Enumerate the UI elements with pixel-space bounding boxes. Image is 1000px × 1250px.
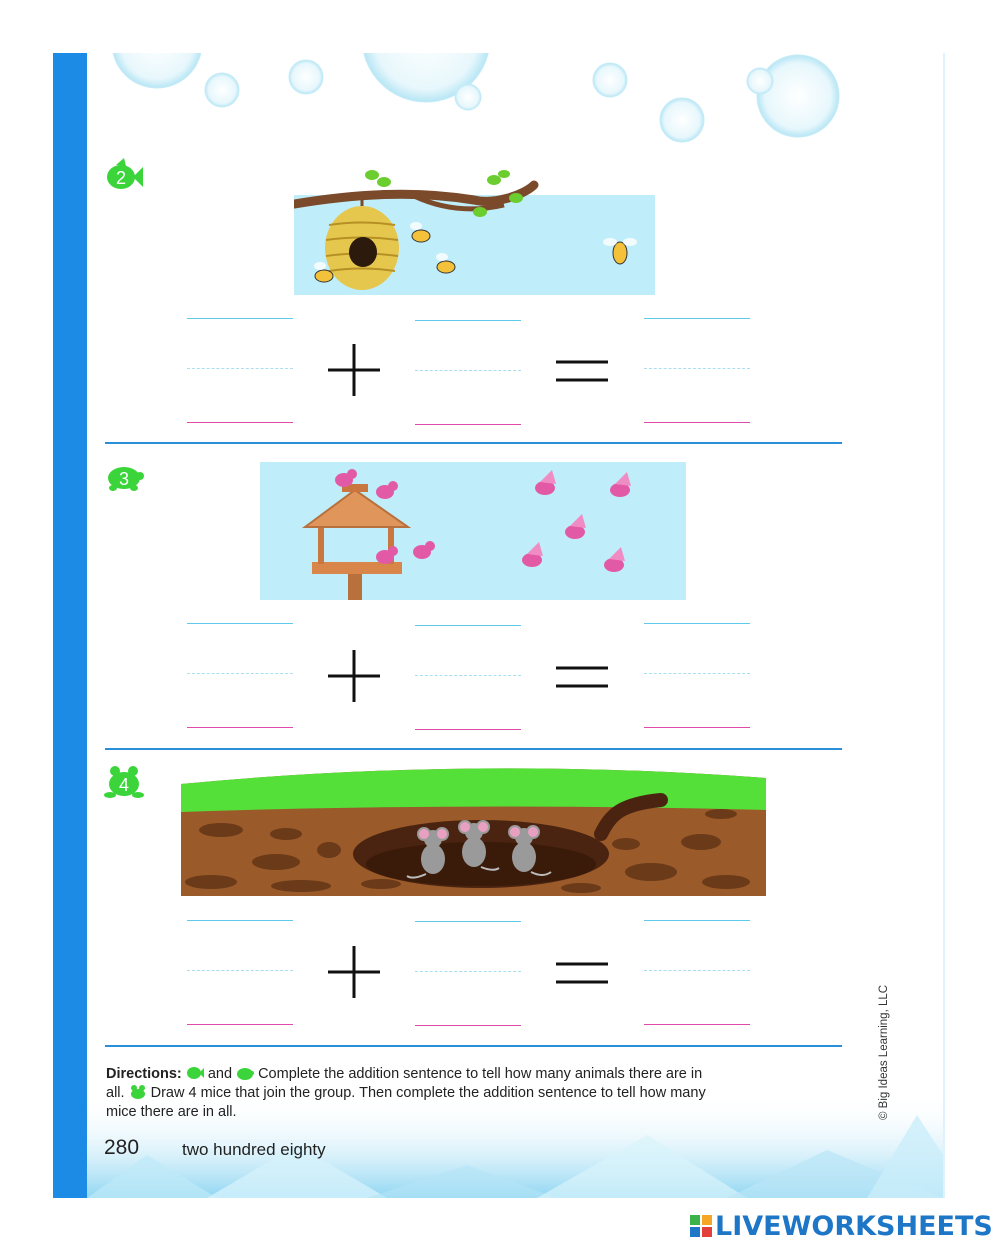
problem-2-addend-1-box[interactable] bbox=[187, 318, 293, 428]
problem-2-plus-sign bbox=[326, 342, 382, 398]
page-number: 280 bbox=[104, 1136, 140, 1159]
problem-4-frog-badge-icon bbox=[104, 762, 144, 802]
turtle-3-mini-icon bbox=[236, 1065, 254, 1081]
liveworksheets-logo[interactable] bbox=[690, 1210, 993, 1242]
directions-part2: Draw 4 mice that join the group. Then complete the addition sentence to tell how many mice there are in all. bbox=[106, 1085, 706, 1120]
mouse-burrow-scene bbox=[181, 764, 766, 896]
problem-4-sum-box[interactable] bbox=[644, 920, 750, 1030]
bubbles-decoration bbox=[87, 53, 943, 163]
problem-4-plus-sign bbox=[326, 944, 382, 1000]
section-divider-2 bbox=[105, 748, 842, 750]
problem-3-equals-sign bbox=[554, 648, 610, 704]
problem-3-plus-sign bbox=[326, 648, 382, 704]
birdhouse-scene bbox=[260, 462, 686, 600]
fish-2-mini-icon bbox=[186, 1065, 204, 1081]
problem-3-turtle-badge-icon bbox=[104, 456, 144, 496]
problem-4-addend-2-box[interactable] bbox=[415, 921, 521, 1031]
frog-4-mini-icon bbox=[129, 1084, 147, 1100]
directions-label: Directions: bbox=[106, 1066, 182, 1082]
problem-4-addend-1-box[interactable] bbox=[187, 920, 293, 1030]
problem-2-sum-box[interactable] bbox=[644, 318, 750, 428]
right-edge-line bbox=[943, 53, 945, 1198]
problem-2-number: 2 bbox=[115, 168, 127, 188]
copyright-notice: © Big Ideas Learning, LLC bbox=[878, 984, 890, 1120]
problem-3-sum-box[interactable] bbox=[644, 623, 750, 733]
page-number-words: two hundred eighty bbox=[182, 1140, 326, 1159]
directions-part1: Complete the addition sentence to tell how many animals there are in all. bbox=[106, 1066, 703, 1101]
problem-3-number: 3 bbox=[118, 469, 130, 489]
directions-and: and bbox=[207, 1066, 233, 1082]
section-divider-1 bbox=[105, 442, 842, 444]
problem-4-equals-sign bbox=[554, 944, 610, 1000]
problem-2-equals-sign bbox=[554, 342, 610, 398]
directions-text bbox=[106, 1065, 706, 1122]
section-divider-3 bbox=[105, 1045, 842, 1047]
problem-4-number: 4 bbox=[118, 775, 130, 795]
beehive-scene bbox=[294, 160, 655, 295]
liveworksheets-grid-icon bbox=[690, 1215, 712, 1237]
left-color-strip bbox=[53, 53, 87, 1198]
problem-2-fish-badge-icon bbox=[104, 156, 144, 196]
problem-3-addend-2-box[interactable] bbox=[415, 625, 521, 735]
problem-2-addend-2-box[interactable] bbox=[415, 320, 521, 430]
liveworksheets-wordmark: LIVEWORKSHEETS bbox=[715, 1210, 993, 1242]
problem-3-addend-1-box[interactable] bbox=[187, 623, 293, 733]
